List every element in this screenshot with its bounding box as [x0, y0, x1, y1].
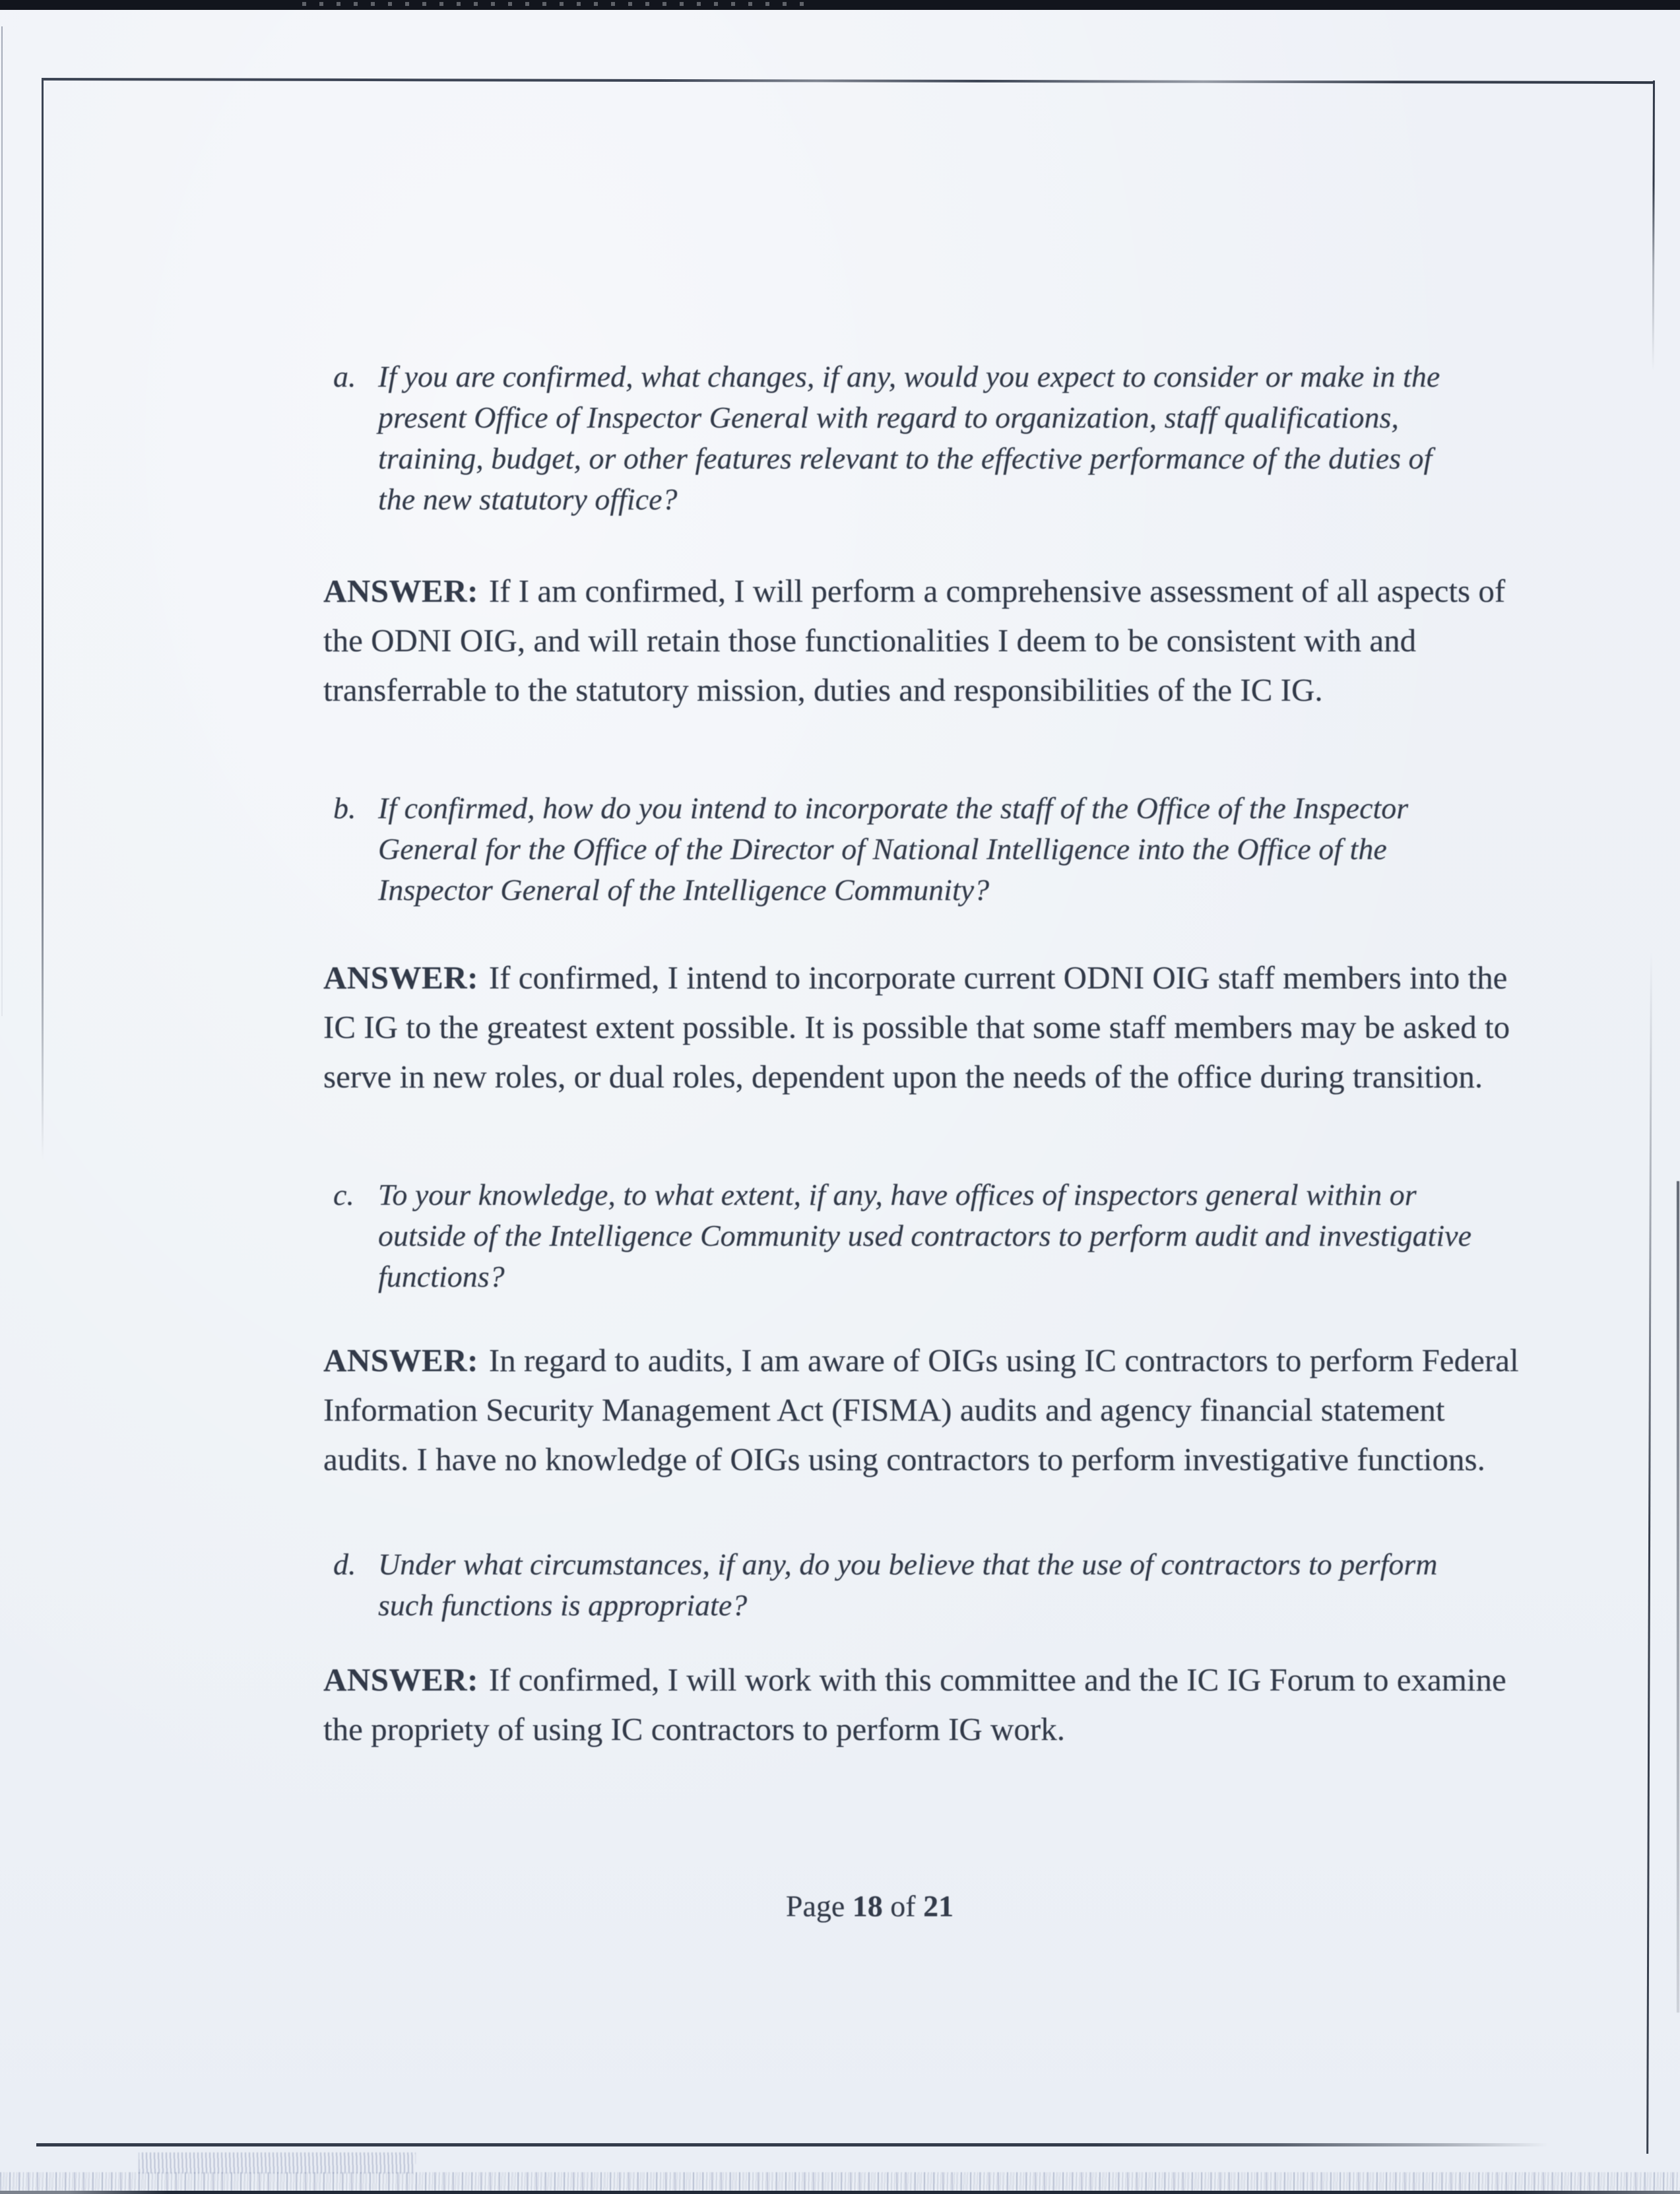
question-marker: b. [333, 791, 356, 825]
answer-label: ANSWER: [323, 1342, 478, 1378]
answer-label: ANSWER: [323, 959, 478, 996]
answer-text: If confirmed, I will work with this committee and the IC IG Forum to examine the propriety of using IC contractors to perform IG work. [323, 1662, 1506, 1747]
page-footer [59, 1888, 1680, 1923]
footer-label-page: Page [785, 1889, 845, 1923]
question-marker: d. [333, 1547, 356, 1581]
answer-item-c [323, 1336, 1521, 1484]
footer-label-of: of [890, 1889, 916, 1923]
question-item-d [333, 1544, 1485, 1626]
answer-item-b [323, 953, 1521, 1101]
answer-label: ANSWER: [323, 573, 478, 609]
question-text: If you are confirmed, what changes, if any, would you expect to consider or make in the present Office of Inspector General with regard to organization, staff qualifications, training, budget, or other features relevant to the effective performance of the duties of the new statutory office? [378, 360, 1440, 516]
answer-text: In regard to audits, I am aware of OIGs using IC contractors to perform Federal Information Security Management Act (FISMA) audits and agency financial statement audits. I have no knowledge of OIGs using contractors to perform investigative functions. [323, 1342, 1519, 1477]
answer-item-a [323, 566, 1521, 715]
question-item-c [333, 1175, 1485, 1297]
question-text: To your knowledge, to what extent, if any, have offices of inspectors general within or outside of the Intelligence Community used contractors to perform audit and investigative functions? [378, 1178, 1472, 1293]
answer-item-d [323, 1655, 1521, 1754]
answer-label: ANSWER: [323, 1662, 478, 1698]
answer-paragraph [323, 1655, 1521, 1754]
answer-paragraph [323, 1336, 1521, 1484]
question-marker: c. [333, 1178, 354, 1211]
answer-paragraph [323, 953, 1521, 1101]
footer-current-page: 18 [852, 1889, 883, 1923]
question-marker: a. [333, 360, 356, 393]
answer-text: If confirmed, I intend to incorporate current ODNI OIG staff members into the IC IG to the greatest extent possible. It is possible that some staff members may be asked to serve in new roles, or dual roles, dependent upon the needs of the office during transition. [323, 959, 1510, 1095]
question-text: If confirmed, how do you intend to incorporate the staff of the Office of the Inspector General for the Office of the Director of National Intelligence into the Office of the Inspector General of the Intelligence Community? [378, 791, 1409, 907]
question-item-b [333, 788, 1485, 911]
answer-text: If I am confirmed, I will perform a comprehensive assessment of all aspects of the ODNI OIG, and will retain those functionalities I deem to be consistent with and transferrable to the statutory mission, duties and responsibilities of the IC IG. [323, 573, 1506, 708]
question-item-a [333, 356, 1485, 520]
question-text: Under what circumstances, if any, do you believe that the use of contractors to perform such functions is appropriate? [378, 1547, 1438, 1622]
footer-total-pages: 21 [923, 1889, 954, 1923]
answer-paragraph [323, 566, 1521, 715]
